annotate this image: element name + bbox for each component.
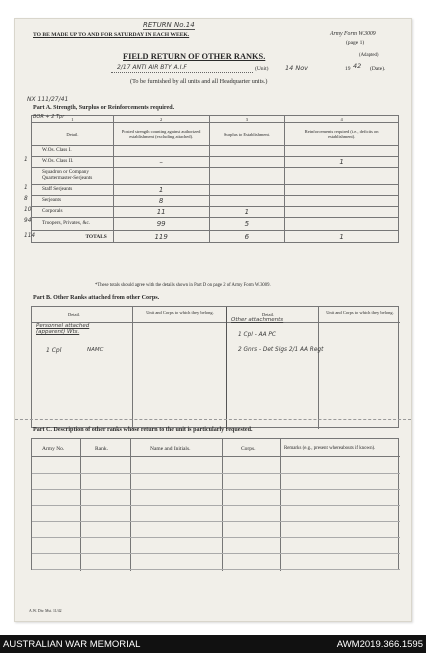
total-surplus-cell: 6	[209, 231, 285, 243]
part-b-right-detail-handwriting: Other attachments	[231, 317, 284, 323]
reinforcements-cell	[285, 146, 399, 157]
row-mark-handwriting: 1	[24, 185, 28, 191]
part-b-header-detail-2: Detail.	[262, 312, 275, 317]
form-number: Army Form W.3009	[330, 31, 376, 37]
detail-cell	[24, 207, 114, 218]
part-c-header-corps: Corps.	[241, 446, 256, 452]
totals-mark-handwriting: 114	[24, 233, 36, 239]
instruction-text: TO BE MADE UP TO AND FOR SATURDAY IN EACH WEEK.	[33, 32, 190, 38]
date-label: (Date).	[370, 66, 386, 72]
surplus-cell	[209, 196, 285, 207]
return-number-handwriting: RETURN No.14	[143, 21, 195, 29]
row-mark-handwriting: 8	[24, 196, 28, 202]
part-a-row	[32, 168, 399, 185]
row-mark-handwriting: 1	[24, 157, 28, 163]
part-a-row	[32, 196, 399, 207]
date-handwriting: 14 Nov	[285, 64, 309, 72]
part-a-row	[32, 157, 399, 168]
surplus-cell	[209, 168, 285, 185]
reinforcements-cell: 1	[285, 157, 399, 168]
part-a-row	[32, 146, 399, 157]
detail-cell	[24, 185, 114, 196]
part-a-row	[32, 185, 399, 196]
detail-label: Troopers, Privates, &c.	[42, 220, 91, 227]
part-c-ruled-line	[32, 537, 400, 538]
reinforcements-cell	[285, 207, 399, 218]
posted-cell	[113, 168, 209, 185]
col-num-2: 2	[113, 116, 209, 123]
posted-cell: 99	[113, 218, 209, 231]
part-b-header-unit-1: Unit and Corps to which they belong.	[146, 310, 214, 315]
part-c-header-name: Name and Initials.	[150, 446, 191, 452]
detail-label: Serjeants	[42, 197, 62, 204]
footer-right-text: AWM2019.366.1595	[336, 639, 423, 650]
detail-label: W.Os. Class I.	[42, 147, 72, 154]
part-a-corner-handwriting: BOR + 2 Tpr	[33, 114, 65, 120]
col-num-1: BOR + 2 Tpr 1	[32, 116, 114, 123]
detail-label: Staff Serjeants	[42, 186, 73, 193]
part-a-note: *These totals should agree with the details shown in Part D on page 2 of Army Form W.3009.	[95, 283, 271, 288]
part-c-ruled-line	[32, 473, 400, 474]
total-posted-cell: 119	[113, 231, 209, 243]
reinforcements-cell	[285, 185, 399, 196]
part-b-left-row-handwriting: 1 Cpl	[46, 347, 62, 354]
part-b-left-unit-handwriting: NAMC	[87, 347, 104, 353]
detail-label: Corporals	[42, 208, 63, 215]
col-num-4: 4	[285, 116, 399, 123]
part-a-header-row	[32, 123, 399, 146]
reinforcements-cell	[285, 196, 399, 207]
part-b-heading: Part B. Other Ranks attached from other Corps.	[33, 295, 160, 301]
row-mark-handwriting: 94	[24, 218, 32, 224]
form-subtitle: (To be furnished by all units and all Headquarter units.)	[130, 78, 268, 85]
row-mark-handwriting: 10	[24, 207, 32, 213]
part-c-ruled-line	[32, 521, 400, 522]
detail-label: W.Os. Class II.	[42, 158, 74, 165]
page-number: (page 1)	[346, 40, 365, 46]
part-c-header-remarks: Remarks (e.g., present whereabouts if known).	[284, 446, 376, 451]
totals-label-cell	[24, 231, 114, 243]
detail-cell	[32, 168, 114, 185]
footer-left-text: AUSTRALIAN WAR MEMORIAL	[3, 639, 141, 650]
part-c-table	[31, 438, 399, 570]
form-sheet	[14, 18, 412, 622]
posted-cell: 1	[113, 185, 209, 196]
part-a-heading: Part A. Strength, Surplus or Reinforcements required.	[33, 105, 175, 111]
part-b-right-row-1: 1 Cpl - AA PC	[238, 332, 276, 338]
posted-cell: 8	[113, 196, 209, 207]
part-c-ruled-line	[32, 505, 400, 506]
tear-line	[15, 419, 411, 420]
posted-cell: –	[113, 157, 209, 168]
unit-field	[111, 63, 253, 73]
header-surplus: Surplus to Establishment.	[209, 123, 285, 146]
surplus-cell	[209, 146, 285, 157]
detail-cell	[24, 218, 114, 231]
part-c-header-rank: Rank.	[95, 446, 108, 452]
unit-label: (Unit)	[255, 66, 269, 72]
reference-handwriting: NX 111/27/41	[27, 96, 69, 103]
part-b-header-unit-2: Unit and Corps to which they belong.	[326, 310, 394, 315]
part-c-ruled-line	[32, 489, 400, 490]
detail-cell	[24, 157, 114, 168]
part-c-heading: Part C. Description of other ranks whose return to the unit is particularly requested.	[33, 427, 253, 433]
archive-footer	[0, 635, 426, 653]
part-a-table	[24, 114, 399, 243]
totals-label: TOTALS	[85, 233, 107, 240]
part-b-left-detail-handwriting: Personnel attached (apparent) Wts.	[36, 323, 90, 335]
posted-cell: 11	[113, 207, 209, 218]
surplus-cell	[209, 157, 285, 168]
subtitle-text: To be furnished by all units and all Headquarter units.)	[132, 78, 268, 85]
surplus-cell	[209, 185, 285, 196]
detail-cell	[32, 146, 114, 157]
col-num-3: 3	[209, 116, 285, 123]
year-prefix: 19	[345, 66, 351, 72]
detail-label: Squadron or Company Quartermaster-Serjeants	[42, 169, 93, 181]
part-c-ruled-line	[32, 553, 400, 554]
part-a-row	[32, 207, 399, 218]
part-c-header-army-no: Army No.	[42, 446, 65, 452]
header-detail: Detail.	[32, 123, 114, 146]
form-title: FIELD RETURN OF OTHER RANKS.	[123, 52, 266, 61]
unit-handwriting: 2/17 ANTI AIR BTY A.I.F	[117, 64, 187, 71]
part-b-right-row-2: 2 Gnrs - Det Sigs 2/1 AA Regt	[238, 347, 324, 353]
part-c-ruled-line	[32, 569, 400, 570]
adapted-label: (Adapted)	[359, 53, 379, 58]
header-reinforcements: Reinforcements required (i.e., deficits on establishment).	[285, 123, 399, 146]
totals-row	[32, 231, 399, 243]
part-a-rows	[24, 146, 399, 243]
part-a-row	[32, 218, 399, 231]
surplus-cell: 5	[209, 218, 285, 231]
total-reinforcements-cell: 1	[285, 231, 399, 243]
header-posted-strength: Posted strength counting against authorized establishment (excluding attached).	[113, 123, 209, 146]
detail-cell	[24, 196, 114, 207]
reinforcements-cell	[285, 218, 399, 231]
part-b-table	[31, 306, 399, 428]
part-b-header-detail-1: Detail.	[68, 312, 81, 317]
column-number-row	[32, 116, 399, 123]
print-code: A.W. Div. Mst. 11/42	[29, 609, 62, 613]
surplus-cell: 1	[209, 207, 285, 218]
year-handwriting: 42	[353, 62, 362, 70]
posted-cell	[113, 146, 209, 157]
reinforcements-cell	[285, 168, 399, 185]
